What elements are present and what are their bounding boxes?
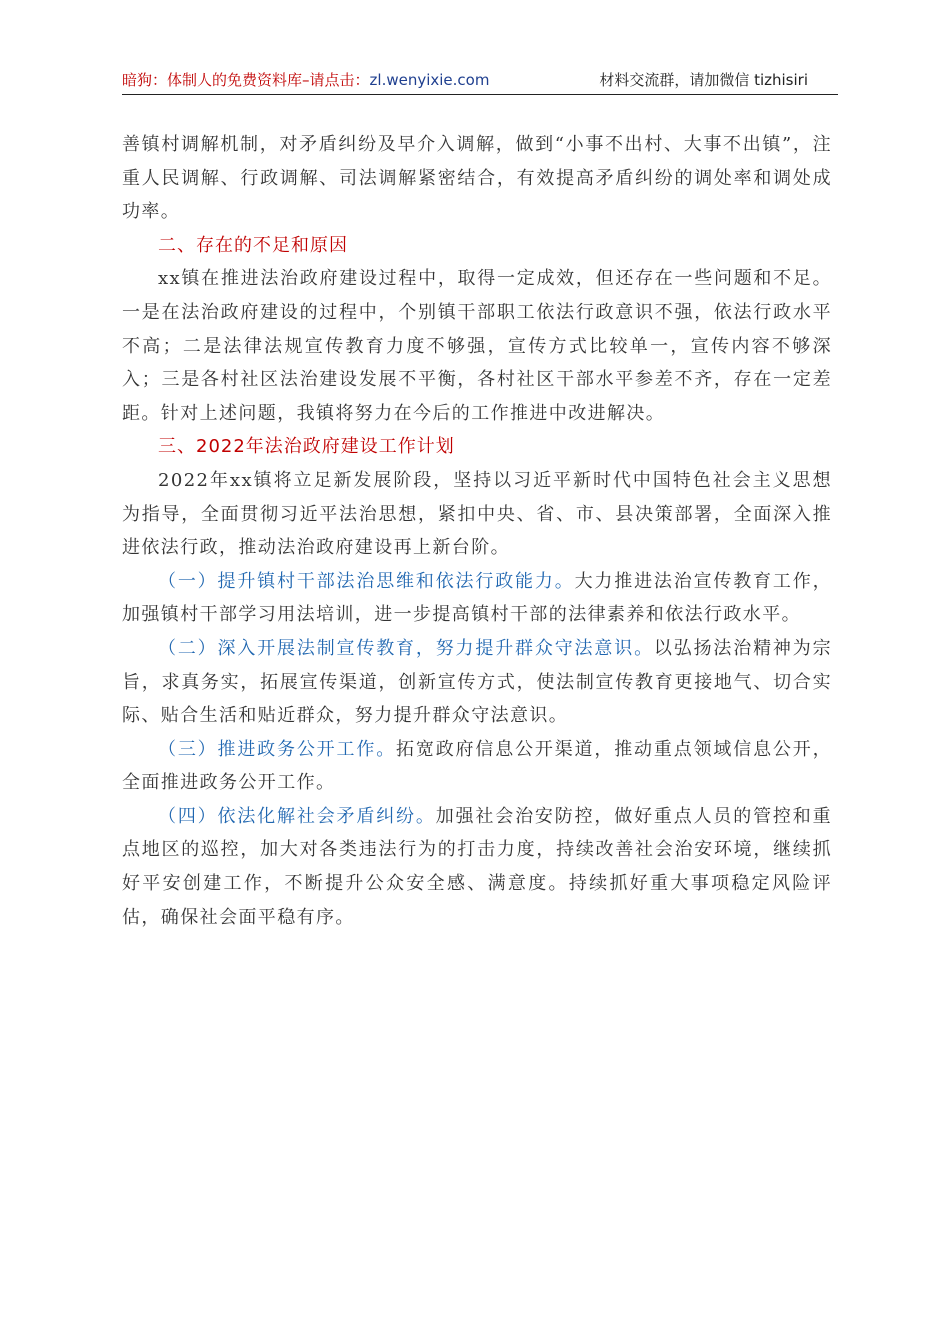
plan-item-title: （二）深入开展法制宣传教育，努力提升群众守法意识。 [158, 637, 654, 659]
plan-item-text: 大力推进法治宣传教育工作，加强镇村干部学习用法培训，进一步提高镇村干部的法律素养和依法行政水平。 [122, 570, 832, 626]
plan-item-text: 拓宽政府信息公开渠道，推动重点领域信息公开，全面推进政务公开工作。 [122, 738, 832, 794]
section-heading-3: 三、2022年法治政府建设工作计划 [158, 436, 455, 458]
paragraph-continued: 善镇村调解机制，对矛盾纠纷及早介入调解，做到“小事不出村、大事不出镇”，注重人民调解、行政调解、司法调解紧密结合，有效提高矛盾纠纷的调处率和调处成功率。 [122, 134, 832, 223]
plan-item-title: （三）推进政务公开工作。 [158, 738, 397, 760]
site-link[interactable]: zl.wenyixie.com [369, 71, 490, 89]
document-body [122, 128, 832, 934]
plan-item-1 [122, 565, 832, 632]
plan-item-text: 以弘扬法治精神为宗旨，求真务实，拓展宣传渠道，创新宣传方式，使法制宣传教育更接地气、切合实际、贴合生活和贴近群众，努力提升群众守法意识。 [122, 637, 832, 727]
plan-item-text: 加强社会治安防控，做好重点人员的管控和重点地区的巡控，加大对各类违法行为的打击力度，持续改善社会治安环境，继续抓好平安创建工作，不断提升公众安全感、满意度。持续抓好重大事项稳定风险评估，确保社会面平稳有序。 [122, 805, 833, 928]
plan-item-3 [122, 733, 832, 800]
paragraph-shortcomings: xx镇在推进法治政府建设过程中，取得一定成效，但还存在一些问题和不足。一是在法治政府建设的过程中，个别镇干部职工依法行政意识不强，依法行政水平不高；二是法律法规宣传教育力度不够强，宣传方式比较单一，宣传内容不够深入；三是各村社区法治建设发展不平衡，各村社区干部水平参差不齐，存在一定差距。针对上述问题，我镇将努力在今后的工作推进中改进解决。 [122, 268, 832, 424]
contact-info: 材料交流群，请加微信 tizhisiri [599, 71, 808, 89]
site-name: 暗狗：体制人的免费资料库 [122, 71, 303, 89]
section-heading-2: 二、存在的不足和原因 [158, 234, 348, 256]
paragraph-plan-intro: 2022年xx镇将立足新发展阶段，坚持以习近平新时代中国特色社会主义思想为指导，全面贯彻习近平法治思想，紧扣中央、省、市、县决策部署，全面深入推进依法行政，推动法治政府建设再上新台阶。 [122, 469, 832, 559]
link-prefix: –请点击： [302, 71, 370, 89]
page-header [122, 70, 838, 95]
plan-item-title: （一）提升镇村干部法治思维和依法行政能力。 [158, 570, 575, 592]
plan-item-4 [122, 800, 832, 934]
plan-item-title: （四）依法化解社会矛盾纠纷。 [158, 805, 436, 827]
plan-item-2 [122, 632, 832, 733]
